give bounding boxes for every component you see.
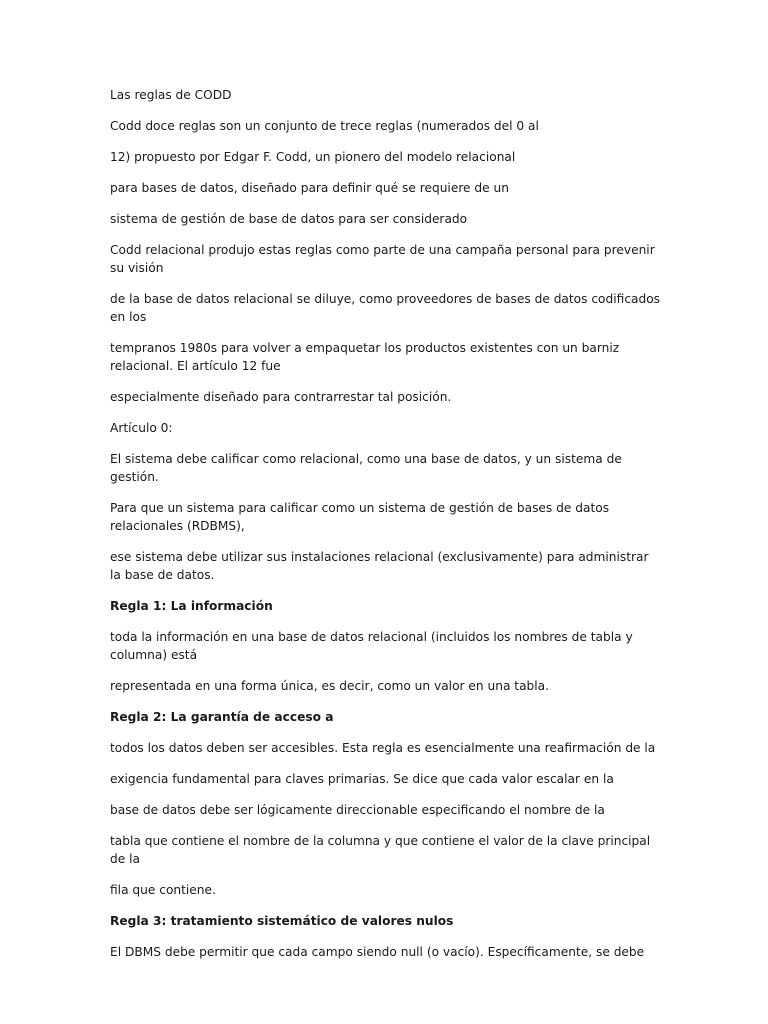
paragraph: exigencia fundamental para claves primarias. Se dice que cada valor escalar en la [110, 772, 614, 786]
paragraph: Codd relacional produjo estas reglas como parte de una campaña personal para prevenir su visión [110, 243, 655, 275]
paragraph: El sistema debe calificar como relacional, como una base de datos, y un sistema de gestión. [110, 452, 622, 484]
section-heading-regla-2: Regla 2: La garantía de acceso a [110, 710, 334, 724]
section-heading-regla-3: Regla 3: tratamiento sistemático de valores nulos [110, 914, 454, 928]
paragraph: Para que un sistema para calificar como un sistema de gestión de bases de datos relacionales (RDBMS), [110, 501, 610, 533]
paragraph: tempranos 1980s para volver a empaquetar los productos existentes con un barniz relacional. El artículo 12 fue [110, 341, 620, 373]
paragraph: 12) propuesto por Edgar F. Codd, un pionero del modelo relacional [110, 150, 516, 164]
paragraph: tabla que contiene el nombre de la columna y que contiene el valor de la clave principal de la [110, 834, 651, 866]
paragraph: sistema de gestión de base de datos para ser considerado [110, 212, 468, 226]
paragraph: todos los datos deben ser accesibles. Esta regla es esencialmente una reafirmación de la [110, 741, 656, 755]
document-body [110, 86, 662, 974]
section-heading-regla-1: Regla 1: La información [110, 599, 273, 613]
paragraph: Artículo 0: [110, 421, 173, 435]
paragraph: ese sistema debe utilizar sus instalaciones relacional (exclusivamente) para administrar la base de datos. [110, 550, 649, 582]
paragraph: base de datos debe ser lógicamente direccionable especificando el nombre de la [110, 803, 605, 817]
paragraph: especialmente diseñado para contrarrestar tal posición. [110, 390, 452, 404]
paragraph: representada en una forma única, es decir, como un valor en una tabla. [110, 679, 550, 693]
document-title: Las reglas de CODD [110, 88, 232, 102]
paragraph: fila que contiene. [110, 883, 216, 897]
paragraph: toda la información en una base de datos relacional (incluidos los nombres de tabla y columna) está [110, 630, 633, 662]
paragraph: Codd doce reglas son un conjunto de trece reglas (numerados del 0 al [110, 119, 539, 133]
paragraph: de la base de datos relacional se diluye, como proveedores de bases de datos codificados en los [110, 292, 661, 324]
paragraph: para bases de datos, diseñado para definir qué se requiere de un [110, 181, 509, 195]
paragraph: El DBMS debe permitir que cada campo siendo null (o vacío). Específicamente, se debe [110, 945, 645, 959]
